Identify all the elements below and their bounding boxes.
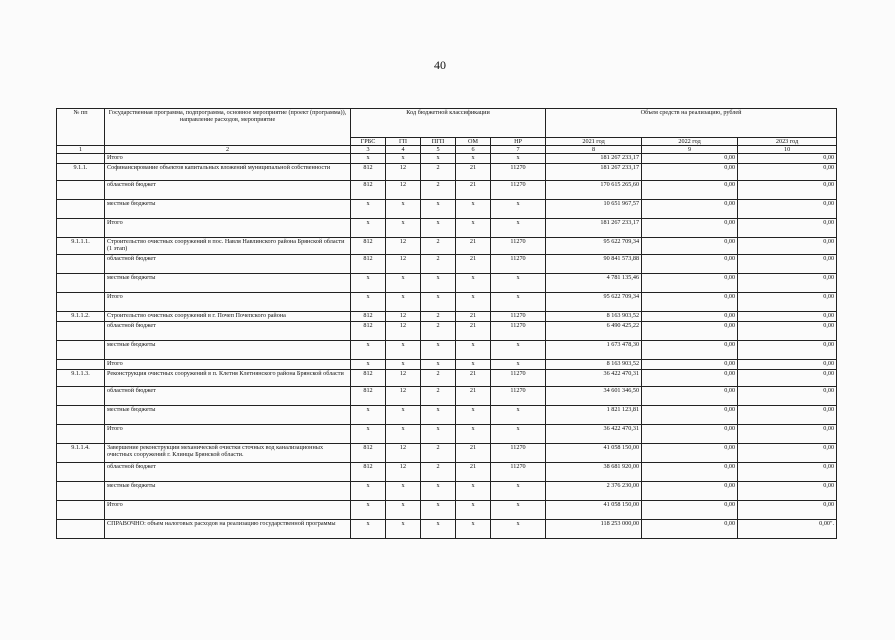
cell-om: х <box>456 341 491 360</box>
cell-nr: х <box>491 200 546 219</box>
cell-2022: 0,00 <box>642 293 738 312</box>
cell-grbs: 812 <box>351 370 386 387</box>
cell-2021: 95 622 709,34 <box>546 238 642 255</box>
cell-2021: 6 490 425,22 <box>546 322 642 341</box>
cell-gp: 12 <box>386 164 421 181</box>
cell-gp: 12 <box>386 370 421 387</box>
cell-name: Строительство очистных сооружений в пос. Навля Навлинского района Брянской области (1 этап) <box>105 238 351 255</box>
cell-gp: х <box>386 219 421 238</box>
cell-num: 9.1.1.2. <box>57 312 105 322</box>
cell-2021: 8 163 903,52 <box>546 312 642 322</box>
cell-2022: 0,00 <box>642 238 738 255</box>
header-col-num: № пп <box>57 109 105 146</box>
cell-2022: 0,00 <box>642 444 738 463</box>
table-row <box>57 255 837 274</box>
subheader-grbs: ГРБС <box>351 138 386 146</box>
cell-pgp: х <box>421 154 456 164</box>
table-row <box>57 425 837 444</box>
cell-gp: 12 <box>386 322 421 341</box>
cell-2022: 0,00 <box>642 164 738 181</box>
table-row <box>57 322 837 341</box>
cell-om: 21 <box>456 370 491 387</box>
cell-grbs: х <box>351 274 386 293</box>
cell-num <box>57 181 105 200</box>
cell-name: Итого <box>105 219 351 238</box>
cell-om: 21 <box>456 312 491 322</box>
cell-nr: х <box>491 501 546 520</box>
cell-2022: 0,00 <box>642 274 738 293</box>
cell-nr: 11270 <box>491 463 546 482</box>
header-col-volume: Объем средств на реализацию, рублей <box>546 109 837 138</box>
cell-pgp: 2 <box>421 387 456 406</box>
cell-pgp: х <box>421 425 456 444</box>
cell-pgp: 2 <box>421 463 456 482</box>
cell-pgp: х <box>421 520 456 539</box>
table-row <box>57 293 837 312</box>
table-row <box>57 482 837 501</box>
table-header-row <box>57 109 837 138</box>
cell-grbs: 812 <box>351 255 386 274</box>
cell-nr: х <box>491 406 546 425</box>
cell-2023: 0,00 <box>738 238 837 255</box>
table-row <box>57 501 837 520</box>
cell-name: областной бюджет <box>105 181 351 200</box>
cell-gp: х <box>386 341 421 360</box>
cell-2023: 0,00 <box>738 255 837 274</box>
table-row <box>57 154 837 164</box>
cell-2022: 0,00 <box>642 154 738 164</box>
cell-2022: 0,00 <box>642 482 738 501</box>
cell-num <box>57 154 105 164</box>
cell-2022: 0,00 <box>642 200 738 219</box>
cell-om: 21 <box>456 255 491 274</box>
table-row <box>57 341 837 360</box>
cell-nr: 11270 <box>491 444 546 463</box>
subheader-2022: 2022 год <box>642 138 738 146</box>
cell-name: местные бюджеты <box>105 341 351 360</box>
subheader-gp: ГП <box>386 138 421 146</box>
column-number: 5 <box>421 146 456 154</box>
table-row <box>57 164 837 181</box>
cell-om: 21 <box>456 322 491 341</box>
cell-grbs: 812 <box>351 463 386 482</box>
cell-nr: 11270 <box>491 164 546 181</box>
cell-om: х <box>456 219 491 238</box>
cell-gp: 12 <box>386 444 421 463</box>
cell-om: х <box>456 293 491 312</box>
cell-nr: х <box>491 219 546 238</box>
cell-pgp: 2 <box>421 322 456 341</box>
cell-num <box>57 293 105 312</box>
cell-gp: х <box>386 274 421 293</box>
cell-2023: 0,00 <box>738 360 837 370</box>
cell-grbs: х <box>351 200 386 219</box>
cell-nr: 11270 <box>491 181 546 200</box>
cell-2023: 0,00 <box>738 322 837 341</box>
cell-nr: х <box>491 341 546 360</box>
cell-gp: 12 <box>386 463 421 482</box>
cell-num <box>57 341 105 360</box>
cell-grbs: 812 <box>351 164 386 181</box>
subheader-nr: НР <box>491 138 546 146</box>
cell-num <box>57 322 105 341</box>
column-number: 8 <box>546 146 642 154</box>
cell-name: местные бюджеты <box>105 406 351 425</box>
cell-nr: 11270 <box>491 238 546 255</box>
table-body <box>57 154 837 539</box>
cell-2023: 0,00 <box>738 341 837 360</box>
cell-2023: 0,00 <box>738 387 837 406</box>
cell-gp: х <box>386 360 421 370</box>
cell-name: областной бюджет <box>105 387 351 406</box>
cell-gp: 12 <box>386 181 421 200</box>
cell-name: Завершение реконструкции механической очистки сточных вод канализационных очистных сооружений г. Клинцы Брянской области. <box>105 444 351 463</box>
cell-gp: х <box>386 425 421 444</box>
cell-grbs: х <box>351 293 386 312</box>
cell-num <box>57 219 105 238</box>
cell-num <box>57 387 105 406</box>
cell-2021: 170 615 265,60 <box>546 181 642 200</box>
cell-grbs: х <box>351 154 386 164</box>
cell-nr: 11270 <box>491 370 546 387</box>
cell-2021: 181 267 233,17 <box>546 154 642 164</box>
cell-grbs: 812 <box>351 444 386 463</box>
cell-pgp: 2 <box>421 238 456 255</box>
cell-2021: 41 058 150,00 <box>546 444 642 463</box>
cell-num <box>57 255 105 274</box>
cell-2023: 0,00 <box>738 444 837 463</box>
cell-om: х <box>456 520 491 539</box>
cell-name: Строительство очистных сооружений в г. Почеп Почепского района <box>105 312 351 322</box>
cell-2021: 181 267 233,17 <box>546 164 642 181</box>
subheader-2021: 2021 год <box>546 138 642 146</box>
cell-2022: 0,00 <box>642 501 738 520</box>
cell-pgp: х <box>421 341 456 360</box>
cell-name: местные бюджеты <box>105 482 351 501</box>
cell-2021: 1 673 478,30 <box>546 341 642 360</box>
cell-gp: 12 <box>386 312 421 322</box>
column-number: 6 <box>456 146 491 154</box>
cell-gp: х <box>386 293 421 312</box>
cell-grbs: х <box>351 482 386 501</box>
cell-pgp: 2 <box>421 181 456 200</box>
cell-name: Софинансирование объектов капитальных вложений муниципальной собственности <box>105 164 351 181</box>
column-number: 3 <box>351 146 386 154</box>
cell-om: 21 <box>456 181 491 200</box>
cell-gp: х <box>386 501 421 520</box>
table-row <box>57 238 837 255</box>
cell-gp: х <box>386 200 421 219</box>
subheader-om: ОМ <box>456 138 491 146</box>
table-row <box>57 406 837 425</box>
cell-2021: 118 253 000,00 <box>546 520 642 539</box>
column-number: 4 <box>386 146 421 154</box>
cell-name: Итого <box>105 360 351 370</box>
cell-nr: х <box>491 520 546 539</box>
cell-gp: 12 <box>386 387 421 406</box>
cell-grbs: х <box>351 341 386 360</box>
cell-num: 9.1.1.3. <box>57 370 105 387</box>
cell-2023: 0,00 <box>738 219 837 238</box>
cell-num <box>57 360 105 370</box>
table-row <box>57 520 837 539</box>
cell-2022: 0,00 <box>642 463 738 482</box>
cell-pgp: 2 <box>421 312 456 322</box>
cell-pgp: х <box>421 501 456 520</box>
cell-2023: 0,00 <box>738 312 837 322</box>
cell-grbs: 812 <box>351 322 386 341</box>
column-number: 1 <box>57 146 105 154</box>
cell-grbs: х <box>351 520 386 539</box>
cell-num <box>57 406 105 425</box>
cell-2021: 1 821 123,81 <box>546 406 642 425</box>
subheader-2023: 2023 год <box>738 138 837 146</box>
column-number: 10 <box>738 146 837 154</box>
cell-pgp: х <box>421 219 456 238</box>
cell-pgp: х <box>421 274 456 293</box>
cell-pgp: х <box>421 406 456 425</box>
cell-2022: 0,00 <box>642 312 738 322</box>
cell-pgp: 2 <box>421 255 456 274</box>
table-row <box>57 444 837 463</box>
cell-om: 21 <box>456 387 491 406</box>
cell-2022: 0,00 <box>642 360 738 370</box>
cell-om: 21 <box>456 238 491 255</box>
cell-nr: 11270 <box>491 255 546 274</box>
cell-2022: 0,00 <box>642 406 738 425</box>
table-row <box>57 219 837 238</box>
cell-gp: х <box>386 154 421 164</box>
cell-2021: 90 841 573,88 <box>546 255 642 274</box>
column-number: 2 <box>105 146 351 154</box>
cell-gp: 12 <box>386 238 421 255</box>
table-row <box>57 274 837 293</box>
cell-om: х <box>456 360 491 370</box>
cell-2023: 0,00 <box>738 406 837 425</box>
table-row <box>57 370 837 387</box>
table-column-numbers-row <box>57 146 837 154</box>
cell-name: Итого <box>105 425 351 444</box>
cell-2023: 0,00 <box>738 501 837 520</box>
cell-name: областной бюджет <box>105 322 351 341</box>
cell-num <box>57 482 105 501</box>
cell-2021: 95 622 709,34 <box>546 293 642 312</box>
cell-pgp: х <box>421 200 456 219</box>
cell-2022: 0,00 <box>642 370 738 387</box>
cell-gp: 12 <box>386 255 421 274</box>
cell-nr: х <box>491 293 546 312</box>
cell-2021: 2 376 230,00 <box>546 482 642 501</box>
cell-pgp: х <box>421 482 456 501</box>
cell-name: местные бюджеты <box>105 274 351 293</box>
cell-om: х <box>456 406 491 425</box>
cell-nr: 11270 <box>491 312 546 322</box>
table-row <box>57 360 837 370</box>
cell-pgp: х <box>421 293 456 312</box>
column-number: 7 <box>491 146 546 154</box>
cell-pgp: 2 <box>421 370 456 387</box>
cell-nr: х <box>491 425 546 444</box>
page-number: 40 <box>434 58 446 72</box>
table-row <box>57 463 837 482</box>
cell-grbs: х <box>351 360 386 370</box>
cell-num <box>57 501 105 520</box>
cell-2021: 34 601 346,50 <box>546 387 642 406</box>
cell-2021: 4 781 135,46 <box>546 274 642 293</box>
cell-name: областной бюджет <box>105 463 351 482</box>
cell-2023: 0,00 <box>738 293 837 312</box>
budget-table <box>56 108 837 539</box>
cell-2021: 38 681 920,00 <box>546 463 642 482</box>
cell-om: 21 <box>456 164 491 181</box>
cell-name: Итого <box>105 501 351 520</box>
cell-2022: 0,00 <box>642 387 738 406</box>
cell-om: х <box>456 425 491 444</box>
cell-name: Итого <box>105 293 351 312</box>
cell-num: 9.1.1. <box>57 164 105 181</box>
cell-2021: 181 267 233,17 <box>546 219 642 238</box>
header-col-code: Код бюджетной классификации <box>351 109 546 138</box>
cell-num <box>57 200 105 219</box>
cell-2023: 0,00 <box>738 425 837 444</box>
subheader-pgp: ПГП <box>421 138 456 146</box>
cell-grbs: 812 <box>351 181 386 200</box>
cell-2021: 10 651 967,57 <box>546 200 642 219</box>
cell-2023: 0,00 <box>738 370 837 387</box>
cell-nr: х <box>491 482 546 501</box>
cell-2022: 0,00 <box>642 255 738 274</box>
cell-name: СПРАВОЧНО: объем налоговых расходов на реализацию государственной программы <box>105 520 351 539</box>
cell-grbs: 812 <box>351 387 386 406</box>
cell-name: местные бюджеты <box>105 200 351 219</box>
cell-2022: 0,00 <box>642 219 738 238</box>
cell-2021: 36 422 470,31 <box>546 425 642 444</box>
cell-2022: 0,00 <box>642 520 738 539</box>
cell-gp: х <box>386 520 421 539</box>
cell-2023: 0,00 <box>738 164 837 181</box>
cell-om: 21 <box>456 463 491 482</box>
cell-2022: 0,00 <box>642 341 738 360</box>
cell-gp: х <box>386 406 421 425</box>
cell-2023: 0,00 <box>738 181 837 200</box>
cell-om: х <box>456 200 491 219</box>
cell-num <box>57 520 105 539</box>
cell-2023: 0,00 <box>738 154 837 164</box>
cell-2021: 8 163 903,52 <box>546 360 642 370</box>
table-row <box>57 200 837 219</box>
cell-2023: 0,00". <box>738 520 837 539</box>
cell-grbs: 812 <box>351 238 386 255</box>
cell-2023: 0,00 <box>738 463 837 482</box>
cell-om: х <box>456 482 491 501</box>
cell-2021: 41 058 150,00 <box>546 501 642 520</box>
cell-grbs: х <box>351 219 386 238</box>
cell-grbs: х <box>351 501 386 520</box>
cell-name: Реконструкция очистных сооружений в п. Клетня Клетнянского района Брянской области <box>105 370 351 387</box>
table-row <box>57 181 837 200</box>
cell-nr: х <box>491 154 546 164</box>
cell-num <box>57 274 105 293</box>
cell-2023: 0,00 <box>738 274 837 293</box>
cell-pgp: 2 <box>421 444 456 463</box>
cell-grbs: х <box>351 425 386 444</box>
cell-om: х <box>456 274 491 293</box>
cell-name: областной бюджет <box>105 255 351 274</box>
cell-num: 9.1.1.4. <box>57 444 105 463</box>
cell-2021: 36 422 470,31 <box>546 370 642 387</box>
cell-grbs: х <box>351 406 386 425</box>
cell-2022: 0,00 <box>642 425 738 444</box>
cell-nr: 11270 <box>491 322 546 341</box>
cell-pgp: 2 <box>421 164 456 181</box>
column-number: 9 <box>642 146 738 154</box>
cell-pgp: х <box>421 360 456 370</box>
cell-name: Итого <box>105 154 351 164</box>
cell-2022: 0,00 <box>642 181 738 200</box>
cell-num <box>57 463 105 482</box>
cell-2023: 0,00 <box>738 482 837 501</box>
cell-nr: х <box>491 274 546 293</box>
cell-om: 21 <box>456 444 491 463</box>
cell-om: х <box>456 501 491 520</box>
cell-2022: 0,00 <box>642 322 738 341</box>
header-col-name: Государственная программа, подпрограмма, основное мероприятие (проект (программа)), направление расходов, мероприятие <box>105 109 351 146</box>
cell-nr: 11270 <box>491 387 546 406</box>
cell-nr: х <box>491 360 546 370</box>
cell-grbs: 812 <box>351 312 386 322</box>
cell-num: 9.1.1.1. <box>57 238 105 255</box>
table-row <box>57 387 837 406</box>
cell-2023: 0,00 <box>738 200 837 219</box>
cell-gp: х <box>386 482 421 501</box>
cell-om: х <box>456 154 491 164</box>
cell-num <box>57 425 105 444</box>
table-row <box>57 312 837 322</box>
